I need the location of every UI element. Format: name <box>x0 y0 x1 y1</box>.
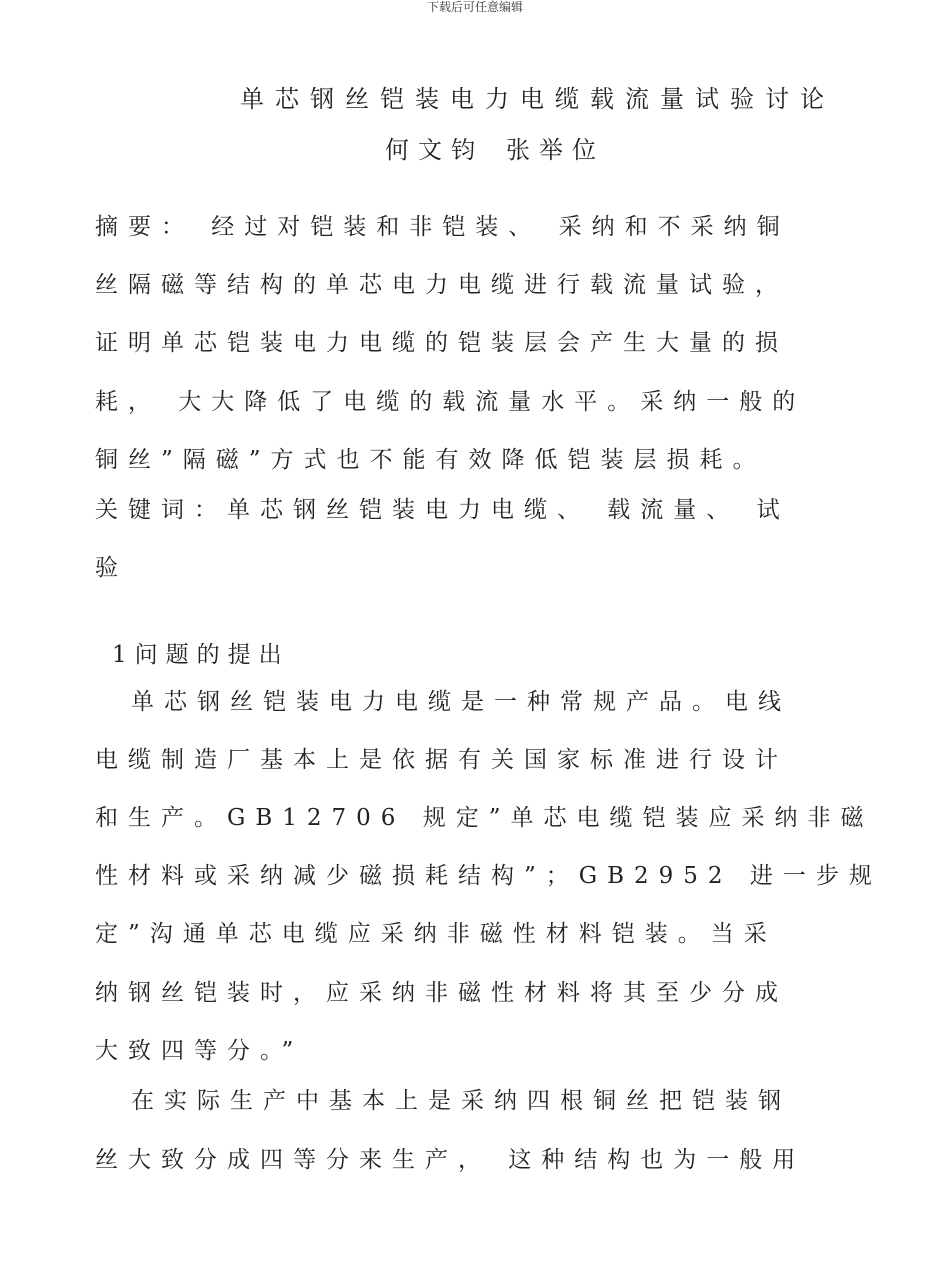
document-title: 单芯钢丝铠装电力电缆载流量试验讨论 <box>240 85 835 113</box>
paragraph-line: 单芯钢丝铠装电力电缆是一种常规产品。电线 <box>131 689 791 715</box>
keywords-line: 关键词：单芯钢丝铠装电力电缆、 载流量、 试 <box>95 497 790 523</box>
paragraph-line: 纳钢丝铠装时，应采纳非磁性材料将其至少分成 <box>95 980 788 1006</box>
paragraph-line: 丝大致分成四等分来生产， 这种结构也为一般用 <box>95 1147 806 1173</box>
page-header: 下载后可任意编辑 <box>426 0 523 14</box>
paragraph-line: 大致四等分。” <box>95 1038 304 1064</box>
paragraph-line: 定”沟通单芯电缆应采纳非磁性材料铠装。当采 <box>95 921 777 947</box>
author-2: 张举位 <box>506 136 605 164</box>
author-1: 何文钧 <box>385 136 484 164</box>
authors <box>385 130 605 165</box>
section-heading: 1问题的提出 <box>112 642 290 668</box>
paragraph-line: 在实际生产中基本上是采纳四根铜丝把铠装钢 <box>131 1088 791 1114</box>
abstract-line: 耗， 大大降低了电缆的载流量水平。采纳一般的 <box>95 389 806 415</box>
paragraph-line: 和生产。GB12706 规定”单芯电缆铠装应采纳非磁 <box>95 805 874 831</box>
abstract-line: 丝隔磁等结构的单芯电力电缆进行载流量试验， <box>95 272 788 298</box>
abstract-line: 证明单芯铠装电力电缆的铠装层会产生大量的损 <box>95 330 788 356</box>
keywords-line: 验 <box>95 555 128 581</box>
abstract-line: 摘要： 经过对铠装和非铠装、 采纳和不采纳铜 <box>95 214 790 240</box>
abstract-line: 铜丝”隔磁”方式也不能有效降低铠装层损耗。 <box>95 447 766 473</box>
paragraph-line: 性材料或采纳减少磁损耗结构”；GB2952 进一步规 <box>95 863 882 889</box>
paragraph-line: 电缆制造厂基本上是依据有关国家标准进行设计 <box>95 747 788 773</box>
